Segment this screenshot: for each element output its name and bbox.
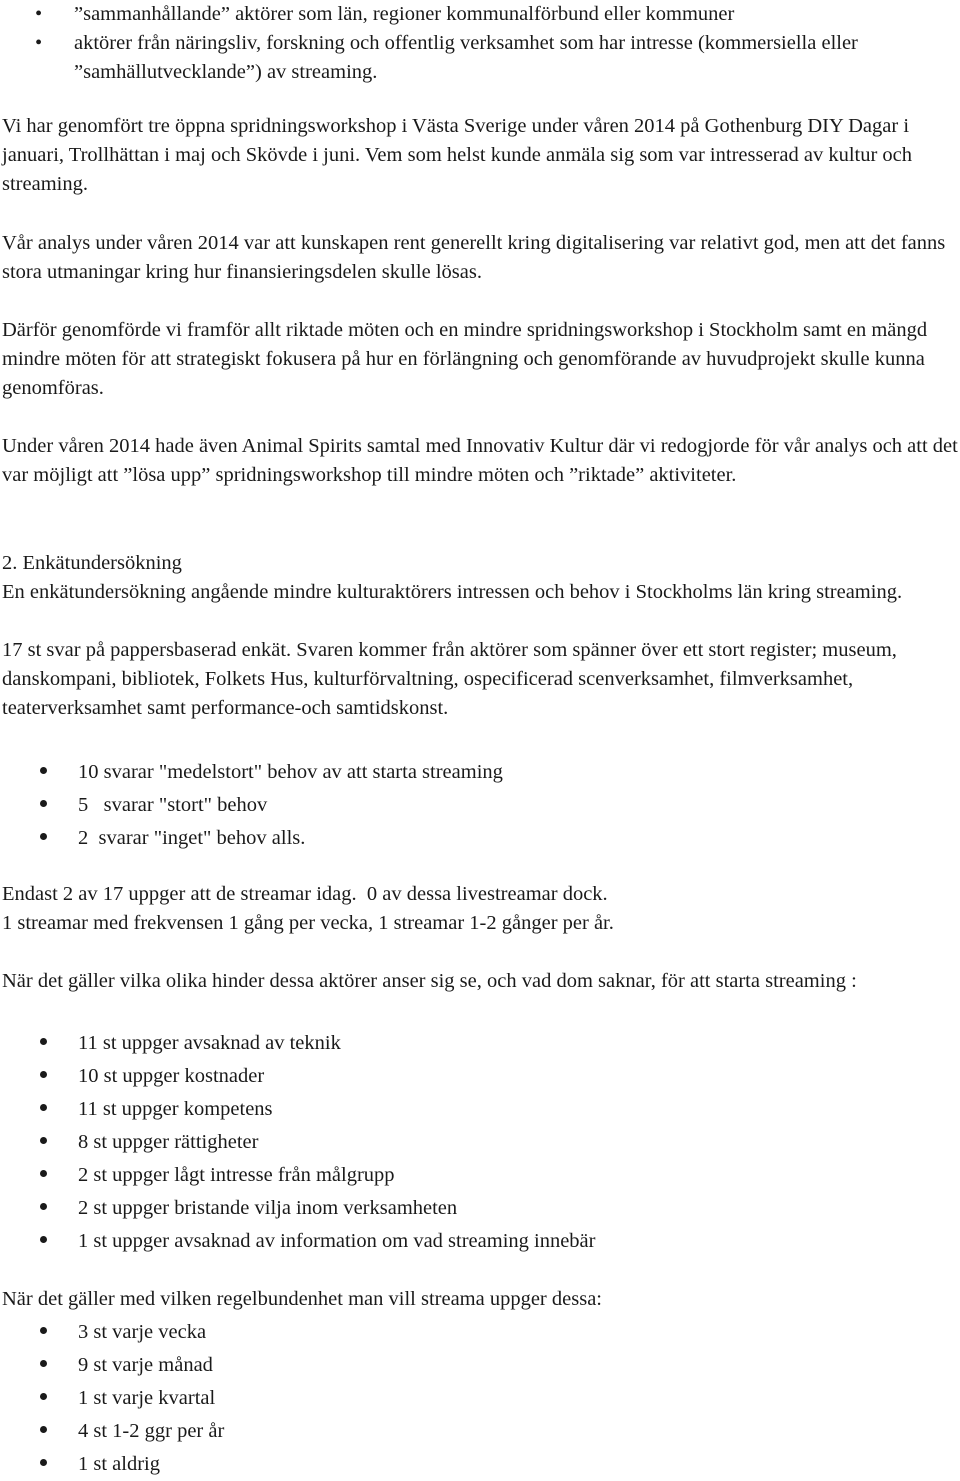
list-item: 4 st 1-2 ggr per år — [2, 1415, 958, 1448]
list-item: 1 st uppger avsaknad av information om vad streaming innebär — [2, 1225, 958, 1258]
bullet-icon — [40, 1038, 47, 1045]
list-item: 2 svarar "inget" behov alls. — [2, 822, 958, 855]
list-item: 2 st uppger bristande vilja inom verksamheten — [2, 1192, 958, 1225]
list-item: 11 st uppger kompetens — [2, 1093, 958, 1126]
behov-list — [2, 756, 958, 855]
list-item: 1 st varje kvartal — [2, 1382, 958, 1415]
paragraph-workshops: Vi har genomfört tre öppna spridningsworkshop i Västa Sverige under våren 2014 på Gothenburg DIY Dagar i januari, Trollhättan i maj och Skövde i juni. Vem som helst kunde anmäla sig som var intresserad av kultur och streaming. — [2, 115, 913, 195]
bullet-icon — [40, 1426, 47, 1433]
list-item: 10 svarar "medelstort" behov av att starta streaming — [2, 756, 958, 789]
hinder-list — [2, 1027, 958, 1258]
bullet-icon: • — [35, 32, 43, 54]
list-item: 8 st uppger rättigheter — [2, 1126, 958, 1159]
streamar-line-2: 1 streamar med frekvensen 1 gång per vecka, 1 streamar 1-2 gånger per år. — [2, 912, 614, 934]
list-item: • ”sammanhållande” aktörer som län, regioner kommunalförbund eller kommuner — [2, 0, 958, 29]
paragraph-darfor: Därför genomförde vi framför allt riktade möten och en mindre spridningsworkshop i Stockholm samt en mängd mindre möten för att strategiskt fokusera på hur en förlängning och genomförande av huvudprojekt skulle kunna genomföras. — [2, 319, 928, 399]
bullet-icon — [40, 767, 47, 774]
list-item: 11 st uppger avsaknad av teknik — [2, 1027, 958, 1060]
list-item: 9 st varje månad — [2, 1349, 958, 1382]
bullet-icon — [40, 1137, 47, 1144]
list-item: 2 st uppger lågt intresse från målgrupp — [2, 1159, 958, 1192]
bullet-icon — [40, 1459, 47, 1466]
survey-responses: 17 st svar på pappersbaserad enkät. Svaren kommer från aktörer som spänner över ett stort register; museum, danskompani, bibliotek, Folkets Hus, kulturförvaltning, ospecificerad scenverksamhet, filmverksamhet, teaterverksamhet samt performance-och samtidskonst. — [2, 639, 897, 719]
survey-intro: En enkätundersökning angående mindre kulturaktörers intressen och behov i Stockholms län kring streaming. — [2, 581, 903, 603]
list-item: • aktörer från näringsliv, forskning och offentlig verksamhet som har intresse (kommersiella eller ”samhällutvecklande”) av streaming. — [2, 29, 958, 87]
paragraph-analys: Vår analys under våren 2014 var att kunskapen rent generellt kring digitalisering var relativt god, men att det fanns stora utmaningar kring hur finansieringsdelen skulle lösas. — [2, 232, 946, 283]
list-item: 3 st varje vecka — [2, 1316, 958, 1349]
list-item: 1 st aldrig — [2, 1448, 958, 1481]
hinder-intro: När det gäller vilka olika hinder dessa aktörer anser sig se, och vad dom saknar, för att starta streaming : — [2, 970, 857, 992]
bullet-icon — [40, 1393, 47, 1400]
section-heading: 2. Enkätundersökning — [2, 552, 182, 574]
list-item: 10 st uppger kostnader — [2, 1060, 958, 1093]
bullet-icon — [40, 1327, 47, 1334]
regelbundenhet-list — [2, 1316, 958, 1481]
streamar-line-1: Endast 2 av 17 uppger att de streamar idag. 0 av dessa livestreamar dock. — [2, 883, 608, 905]
regelbundenhet-intro: När det gäller med vilken regelbundenhet man vill streama uppger dessa: — [2, 1288, 602, 1310]
top-bullet-list — [2, 0, 958, 87]
bullet-icon — [40, 1104, 47, 1111]
bullet-icon — [40, 1360, 47, 1367]
bullet-icon — [40, 1203, 47, 1210]
bullet-icon: • — [35, 3, 43, 25]
list-item: 5 svarar "stort" behov — [2, 789, 958, 822]
bullet-icon — [40, 1071, 47, 1078]
bullet-icon — [40, 1170, 47, 1177]
bullet-icon — [40, 800, 47, 807]
bullet-icon — [40, 1236, 47, 1243]
paragraph-samtal: Under våren 2014 hade även Animal Spirits samtal med Innovativ Kultur där vi redogjorde för vår analys och att det var möjligt att ”lösa upp” spridningsworkshop till mindre möten och ”riktade” aktiviteter. — [2, 435, 958, 486]
bullet-icon — [40, 833, 47, 840]
